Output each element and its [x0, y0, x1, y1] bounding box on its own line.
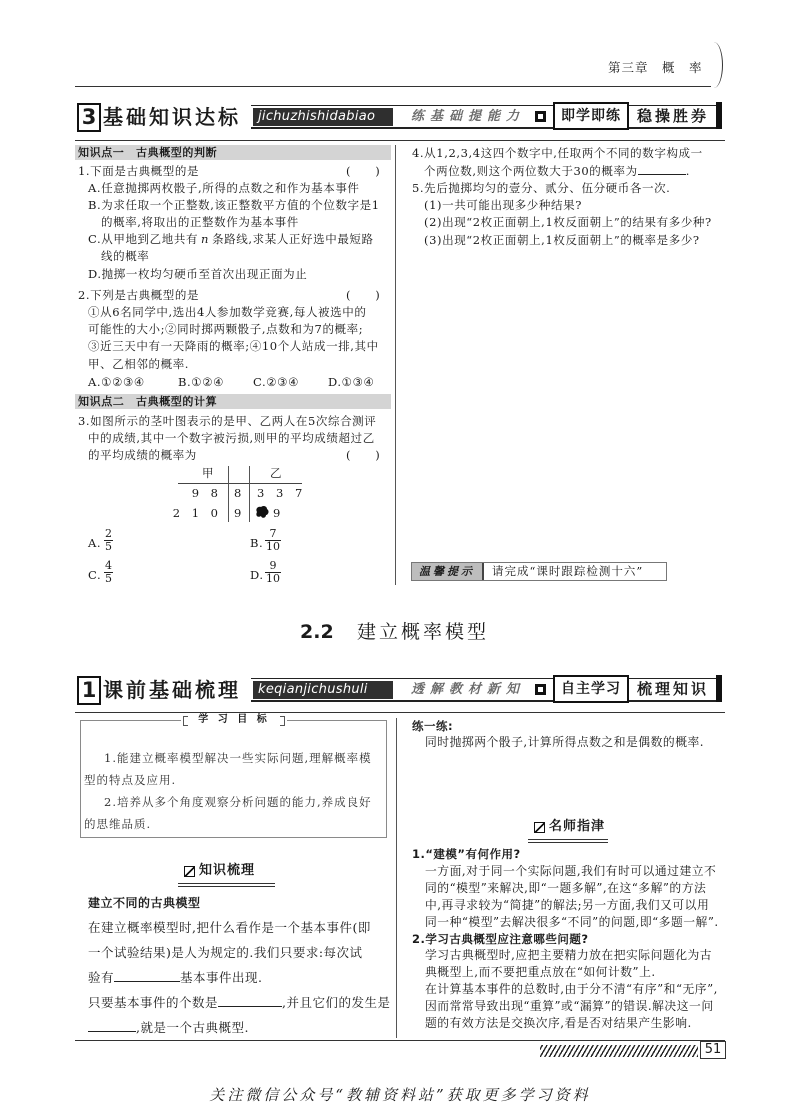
numerator: 9: [269, 559, 277, 572]
stem-leaf-vline: [228, 466, 229, 522]
banner-title: 课前基础梳理: [103, 678, 241, 702]
denominator: 10: [266, 572, 280, 585]
question-2-stem: 2.下列是古典概型的是: [78, 288, 200, 302]
goal-line: 的思维品质.: [84, 817, 152, 831]
question-text-line: 甲、乙相邻的概率.: [88, 357, 190, 371]
denominator: 5: [105, 540, 112, 553]
option-c: [88, 231, 374, 247]
goal-line: 2.培养从多个角度观察分析问题的能力,养成良好: [104, 795, 372, 809]
question-text: 个两位数,则这个两位数大于30的概率为: [424, 164, 638, 178]
question-text-line: 中的成绩,其中一个数字被污损,则甲的平均成绩超过乙: [88, 431, 375, 445]
knowledge-line: [88, 969, 263, 987]
banner-tag: 即学即练: [553, 102, 629, 130]
heading-underline: [528, 839, 608, 843]
banner-pinyin: keqianjichushuli: [253, 681, 393, 699]
answer-blank: [218, 994, 282, 1007]
column-divider: [395, 145, 396, 585]
banner-motto: 稳操胜券: [637, 107, 710, 125]
knowledge-text: 只要基本事件的个数是: [88, 995, 219, 1010]
banner-rule: [75, 712, 725, 713]
header-bracket-ornament: [708, 42, 723, 88]
banner-pinyin: jichuzhishidabiao: [253, 108, 393, 126]
numerator: 2: [105, 527, 112, 540]
knowledge-line: [88, 1019, 249, 1037]
answer-blank: [638, 162, 686, 175]
tips-heading: 名师指津: [549, 819, 606, 834]
question-text-line: 的平均成绩的概率为: [88, 448, 197, 462]
answer-bracket: ( ): [346, 164, 381, 178]
column-divider: [396, 718, 397, 1038]
stem: 8: [234, 486, 246, 500]
variable-n: n: [201, 232, 210, 246]
knowledge-line: 在建立概率模型时,把什么看作是一个基本事件(即: [88, 920, 371, 935]
tip-label: 温馨提示: [412, 563, 484, 580]
topic-heading: 知识点一 古典概型的判断: [78, 146, 218, 159]
option-a-label: A.: [88, 536, 102, 550]
leaf-left: 2 1 0: [172, 506, 222, 520]
banner-slogan: 练基础提能力: [411, 109, 526, 124]
knowledge-subheading: 建立不同的古典模型: [88, 896, 201, 910]
pen-note-icon: [534, 822, 545, 833]
stem-leaf-vline: [249, 466, 250, 522]
numerator: 4: [105, 559, 112, 572]
option-b-fraction: [265, 528, 281, 553]
banner-motto: 梳理知识: [637, 680, 710, 698]
answer-bracket: ( ): [346, 288, 381, 302]
banner-number: 1: [77, 676, 101, 705]
numerator: 7: [269, 527, 277, 540]
sentence-end: .: [685, 164, 690, 178]
answer-blank: [114, 969, 180, 982]
question-text-line: ①从6名同学中,选出4人参加数学竞赛,每人被选中的: [88, 305, 367, 319]
tip-box: [411, 562, 667, 581]
knowledge-line: 一个试验结果)是人为规定的.我们只要求:每次试: [88, 945, 363, 960]
tip-answer-line: 题的有效方法是交换次序,看是否对结果产生影响.: [425, 1016, 692, 1030]
tip-text: 请完成“课时跟踪检测十六”: [492, 564, 644, 578]
topic-heading: 知识点二 古典概型的计算: [78, 395, 218, 408]
stem: 9: [234, 506, 246, 520]
goal-line: 型的特点及应用.: [84, 773, 177, 787]
question-4-stem: 4.从1,2,3,4这四个数字中,任取两个不同的数字构成一: [412, 146, 703, 160]
banner-slogan: 透解教材新知: [411, 682, 526, 697]
banner-rule: [75, 140, 725, 141]
knowledge-text: ,就是一个古典概型.: [136, 1020, 249, 1035]
topic-heading-bar: [75, 145, 391, 160]
learning-goals-heading: 学 习 目 标: [181, 713, 287, 727]
option-d-fraction: [265, 560, 281, 585]
leaf-right: 3 3 7: [257, 486, 307, 500]
question-text-line: 可能性的大小;②同时掷两颗骰子,点数和为7的概率;: [88, 322, 364, 336]
option-d-label: D.: [250, 568, 264, 582]
option-b: B.①②④: [178, 375, 225, 389]
pen-note-icon: [184, 866, 195, 877]
topic-heading-bar: [75, 394, 391, 409]
square-marker-icon: [535, 684, 546, 695]
option-c-continued: 线的概率: [101, 249, 150, 263]
section-title: 建立概率模型: [357, 621, 490, 643]
exercise-text: 同时抛掷两个骰子,计算所得点数之和是偶数的概率.: [425, 735, 705, 749]
tip-answer-line: 同的“模型”来解决,即“一题多解”,在这“多解”的方法: [425, 881, 707, 895]
leaf-left: 9 8: [191, 486, 222, 500]
option-a: A.①②③④: [88, 375, 145, 389]
tip-answer-line: 学习古典概型时,应把主要精力放在把实际问题化为古: [425, 948, 713, 962]
page-number-stripes: [540, 1045, 698, 1057]
tip-answer-line: 同一种“模型”去解决很多“不同”的问题,即“多题一解”.: [425, 915, 719, 929]
exercise-label: 练一练:: [412, 719, 454, 733]
tip-answer-line: 中,再寻求较为“简捷”的解法;另一方面,我们又可以用: [425, 898, 710, 912]
banner-title: 基础知识达标: [103, 105, 241, 129]
stem-leaf-hline: [178, 483, 302, 484]
option-b-label: B.: [250, 536, 264, 550]
option-c-text: C.从甲地到乙地共有: [88, 232, 199, 246]
question-1-stem: 1.下面是古典概型的是: [78, 164, 200, 178]
answer-bracket: ( ): [346, 448, 381, 462]
sub-question: (3)出现“2枚正面朝上,1枚反面朝上”的概率是多少?: [424, 233, 700, 247]
section-number: 2.2: [300, 621, 334, 643]
sub-question: (1)一共可能出现多少种结果?: [424, 198, 582, 212]
question-5-stem: 5.先后抛掷均匀的壹分、贰分、伍分硬币各一次.: [412, 181, 671, 195]
denominator: 5: [105, 572, 112, 585]
banner-preview: [75, 675, 725, 705]
tip-question-2: 2.学习古典概型应注意哪些问题?: [412, 932, 589, 946]
stem-leaf-head-right: 乙: [270, 466, 286, 480]
knowledge-text: 基本事件出现.: [180, 970, 263, 985]
option-c: C.②③④: [253, 375, 299, 389]
stem-leaf-head-left: 甲: [202, 466, 218, 480]
denominator: 10: [266, 540, 280, 553]
goal-line: 1.能建立概率模型解决一些实际问题,理解概率模: [104, 751, 372, 765]
option-d: D.抛掷一枚均匀硬币至首次出现正面为止: [88, 267, 308, 281]
option-c-label: C.: [88, 568, 102, 582]
tip-question-1: 1.“建模”有何作用?: [412, 847, 521, 861]
question-4-line: [424, 162, 690, 179]
tip-answer-line: 在计算基本事件的总数时,由于分不清“有序”和“无序”,: [425, 982, 718, 996]
chapter-header: 第三章 概 率: [608, 60, 703, 75]
footer-rule: [75, 1040, 725, 1041]
option-a-fraction: [104, 528, 113, 553]
question-text-line: ③近三天中有一天降雨的概率;④10个人站成一排,其中: [88, 339, 379, 353]
knowledge-heading: 知识梳理: [199, 863, 256, 878]
footer-note: 关注微信公众号“教辅资料站”获取更多学习资料: [209, 1086, 591, 1104]
banner-end-bar: [716, 102, 722, 129]
header-rule: [75, 86, 711, 87]
heading-underline: [178, 883, 275, 887]
banner-number: 3: [77, 103, 101, 132]
knowledge-text: 验有: [88, 970, 115, 985]
option-c-text-rest: 条路线,求某人正好选中最短路: [212, 232, 374, 246]
question-3-stem: 3.如图所示的茎叶图表示的是甲、乙两人在5次综合测评: [78, 414, 377, 428]
leaf-right: 9: [273, 506, 285, 520]
tip-answer-line: 因而常常导致出现“重算”或“漏算”的错误.解决这一问: [425, 999, 714, 1013]
option-b-continued: 的概率,将取出的正整数作为基本事件: [101, 215, 299, 229]
knowledge-text: ,并且它们的发生是: [282, 995, 391, 1010]
square-marker-icon: [535, 111, 546, 122]
answer-blank: [88, 1019, 136, 1032]
knowledge-line: [88, 994, 391, 1012]
option-a: A.任意抛掷两枚骰子,所得的点数之和作为基本事件: [88, 181, 360, 195]
option-b: B.为求任取一个正整数,该正整数平方值的个位数字是1: [88, 198, 380, 212]
tip-answer-line: 典概型上,而不要把重点放在“如何计数”上.: [425, 965, 656, 979]
sub-question: (2)出现“2枚正面朝上,1枚反面朝上”的结果有多少种?: [424, 215, 712, 229]
ink-blot: [254, 504, 270, 520]
banner-basic-practice: [75, 102, 725, 132]
banner-end-bar: [716, 675, 722, 702]
page-number: 51: [700, 1041, 726, 1059]
tip-answer-line: 一方面,对于同一个实际问题,我们有时可以通过建立不: [425, 864, 717, 878]
banner-tag: 自主学习: [553, 675, 629, 703]
option-c-fraction: [104, 560, 113, 585]
option-d: D.①③④: [328, 375, 375, 389]
